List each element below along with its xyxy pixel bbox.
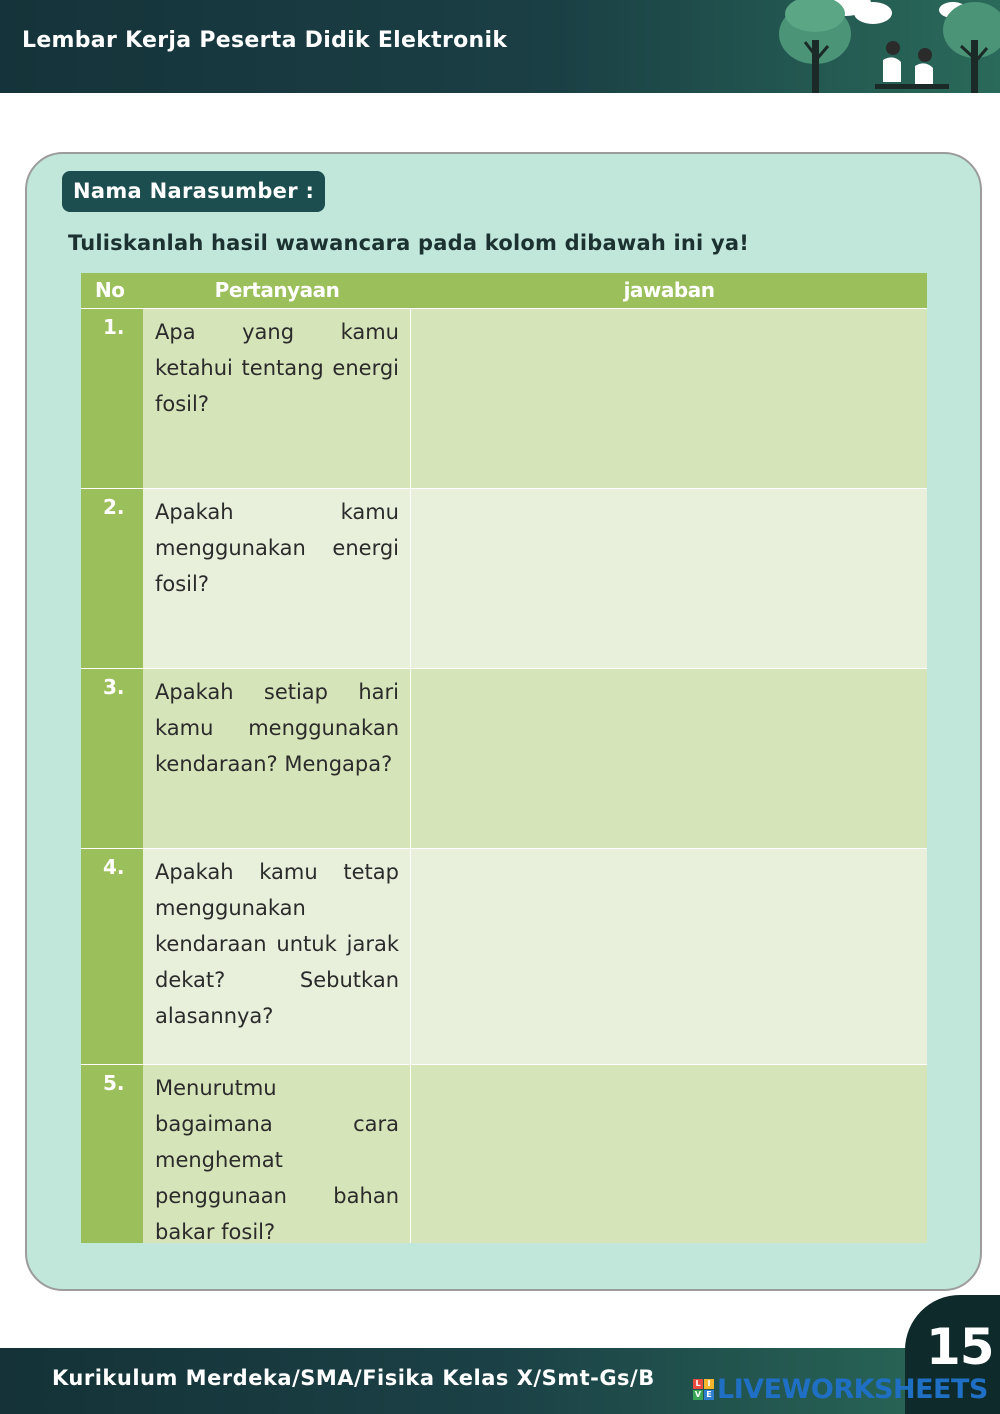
logo-letter: V <box>694 1390 702 1399</box>
question-text: Apakah kamu tetap menggunakan kendaraan untuk jarak dekat? Sebutkan alasannya? <box>143 849 411 1064</box>
table-row <box>81 488 927 668</box>
header-question: Pertanyaan <box>214 278 340 302</box>
answer-cell <box>411 489 927 668</box>
liveworksheets-logo[interactable] <box>693 1374 988 1405</box>
answer-input[interactable] <box>411 849 927 1064</box>
footer-curriculum-text: Kurikulum Merdeka/SMA/Fisika Kelas X/Smt-Gs/B <box>52 1366 655 1390</box>
name-label-badge: Nama Narasumber : <box>62 171 325 212</box>
answer-cell <box>411 849 927 1064</box>
logo-letter: E <box>704 1390 714 1400</box>
table-row <box>81 308 927 488</box>
question-text: Apakah setiap hari kamu menggunakan kendaraan? Mengapa? <box>143 669 411 848</box>
question-text: Apakah kamu menggunakan energi fosil? <box>143 489 411 668</box>
answer-input[interactable] <box>411 1065 927 1243</box>
header-answer: jawaban <box>623 278 715 302</box>
row-number: 3. <box>81 669 143 848</box>
question-text: Apa yang kamu ketahui tentang energi fosil? <box>143 309 411 488</box>
trees-illustration <box>775 0 1000 93</box>
table-row <box>81 848 927 1064</box>
logo-letter: L <box>693 1379 703 1389</box>
table-row <box>81 1064 927 1243</box>
liveworksheets-text: LIVEWORKSHEETS <box>717 1374 988 1405</box>
page-header <box>0 0 1000 93</box>
answer-cell <box>411 669 927 848</box>
header-no: No <box>95 278 125 302</box>
row-number: 5. <box>81 1065 143 1243</box>
question-text: Menurutmu bagaimana cara menghemat penggunaan bahan bakar fosil? <box>143 1065 411 1243</box>
row-number: 1. <box>81 309 143 488</box>
interview-table <box>81 273 927 1243</box>
answer-input[interactable] <box>411 669 927 848</box>
answer-input[interactable] <box>411 309 927 488</box>
logo-letter: I <box>704 1379 714 1389</box>
answer-input[interactable] <box>411 489 927 668</box>
page-number: 15 <box>926 1318 994 1376</box>
row-number: 2. <box>81 489 143 668</box>
liveworksheets-icon <box>693 1379 714 1400</box>
header-title: Lembar Kerja Peserta Didik Elektronik <box>22 28 508 53</box>
table-row <box>81 668 927 848</box>
answer-cell <box>411 1065 927 1243</box>
row-number: 4. <box>81 849 143 1064</box>
answer-cell <box>411 309 927 488</box>
table-header-row <box>81 273 927 308</box>
instruction-text: Tuliskanlah hasil wawancara pada kolom dibawah ini ya! <box>68 231 749 255</box>
